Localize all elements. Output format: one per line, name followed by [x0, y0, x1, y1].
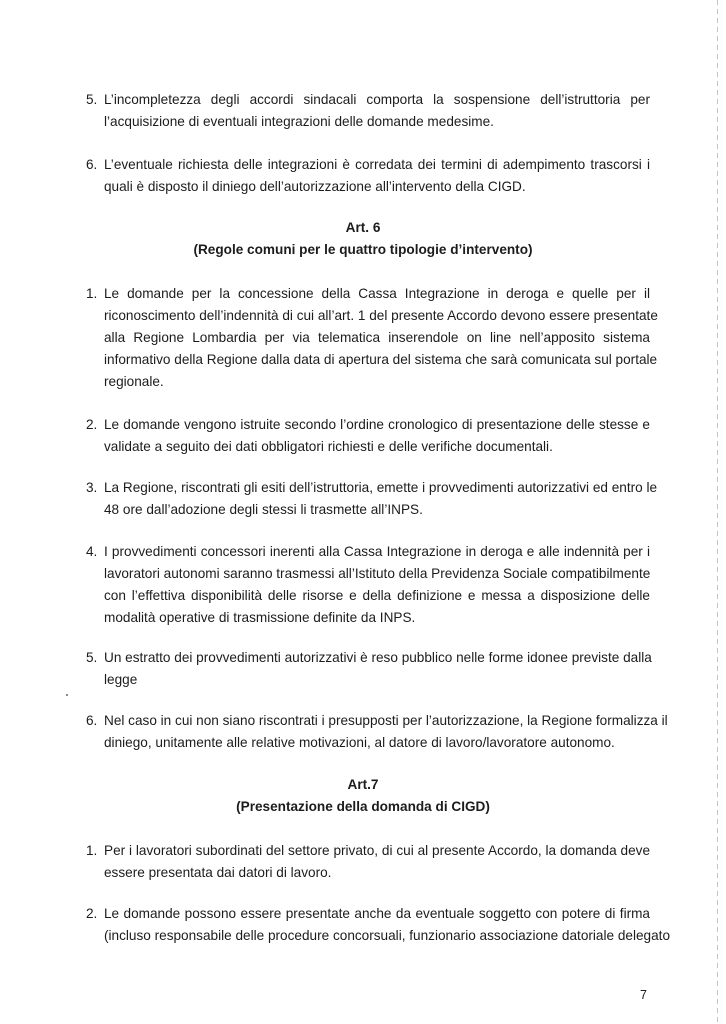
item-number: 1. [86, 286, 98, 301]
item-line: Un estratto dei provvedimenti autorizzativi è reso pubblico nelle forme idonee previste dalla [104, 650, 652, 665]
scan-edge-line [717, 0, 718, 1024]
item-number: 6. [86, 157, 98, 172]
item-number: 1. [86, 843, 98, 858]
item-line: l’acquisizione di eventuali integrazioni delle domande medesime. [104, 114, 494, 129]
scan-speck [66, 694, 68, 696]
item-number: 2. [86, 906, 98, 921]
item-line: L’eventuale richiesta delle integrazioni è corredata dei termini di adempimento trascorsi i [104, 157, 650, 172]
item-line: Le domande vengono istruite secondo l’ordine cronologico di presentazione delle stesse e [104, 417, 650, 432]
item-line: quali è disposto il diniego dell’autorizzazione all’intervento della CIGD. [104, 179, 526, 194]
item-line: modalità operative di trasmissione definite da INPS. [104, 610, 416, 625]
item-number: 5. [86, 650, 98, 665]
item-line: La Regione, riscontrati gli esiti dell’istruttoria, emette i provvedimenti autorizzativi ed entro le [104, 480, 658, 495]
item-line: con l’effettiva disponibilità delle risorse e della definizione e messa a disposizione delle [104, 588, 650, 603]
item-line: (incluso responsabile delle procedure concorsuali, funzionario associazione datoriale delegato [104, 928, 670, 943]
article-subheading-6: (Regole comuni per le quattro tipologie d’intervento) [193, 242, 533, 257]
item-line: diniego, unitamente alle relative motivazioni, al datore di lavoro/lavoratore autonomo. [104, 735, 615, 750]
item-line: Le domande per la concessione della Cassa Integrazione in deroga e quelle per il [104, 286, 650, 301]
item-line: 48 ore dall’adozione degli stessi li trasmette all’INPS. [104, 502, 423, 517]
item-line: Le domande possono essere presentate anche da eventuale soggetto con potere di firma [104, 906, 650, 921]
item-number: 2. [86, 417, 98, 432]
page-number: 7 [640, 988, 647, 1002]
item-line: I provvedimenti concessori inerenti alla Cassa Integrazione in deroga e alle indennità per i [104, 544, 650, 559]
article-heading-6: Art. 6 [345, 220, 381, 235]
item-line: essere presentata dai datori di lavoro. [104, 865, 332, 880]
item-line: validate a seguito dei dati obbligatori richiesti e delle verifiche documentali. [104, 439, 553, 454]
article-heading-7: Art.7 [347, 777, 379, 792]
item-line: legge [104, 672, 138, 687]
item-number: 5. [86, 92, 98, 107]
item-line: Nel caso in cui non siano riscontrati i presupposti per l’autorizzazione, la Regione formalizza il [104, 713, 668, 728]
item-number: 4. [86, 544, 98, 559]
item-line: alla Regione Lombardia per via telematica inserendole on line nell’apposito sistema [104, 330, 650, 345]
item-line: regionale. [104, 374, 164, 389]
item-line: lavoratori autonomi saranno trasmessi all’Istituto della Previdenza Sociale compatibilmente [104, 566, 651, 581]
item-line: riconoscimento dell’indennità di cui all’art. 1 del presente Accordo devono essere presentate [104, 308, 658, 323]
item-line: L’incompletezza degli accordi sindacali comporta la sospensione dell’istruttoria per [104, 92, 650, 107]
item-line: Per i lavoratori subordinati del settore privato, di cui al presente Accordo, la domanda deve [104, 843, 650, 858]
item-number: 6. [86, 713, 98, 728]
item-line: informativo della Regione dalla data di apertura del sistema che sarà comunicata sul portale [104, 352, 658, 367]
article-subheading-7: (Presentazione della domanda di CIGD) [236, 799, 490, 814]
item-number: 3. [86, 480, 98, 495]
